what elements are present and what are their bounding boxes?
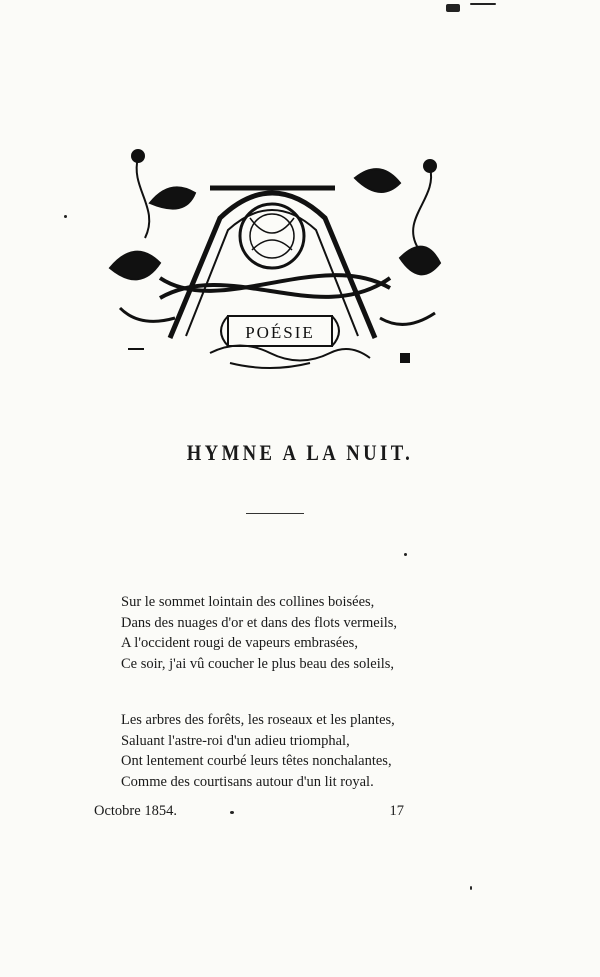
verse-line: Sur le sommet lointain des collines boisées,	[121, 594, 375, 610]
verse-line: Les arbres des forêts, les roseaux et les plantes,	[121, 712, 395, 728]
verse-line: Ont lentement courbé leurs têtes nonchalantes,	[121, 753, 392, 769]
decorative-vignette	[100, 148, 445, 373]
verse-line: Ce soir, j'ai vû coucher le plus beau des soleils,	[121, 655, 395, 672]
verse-line: Comme des courtisans autour d'un lit royal.	[121, 773, 374, 790]
footer-date: Octobre 1854.	[94, 803, 177, 819]
ink-speck	[470, 886, 472, 890]
poem-title: HYMNE A LA NUIT.	[186, 440, 414, 465]
banner-text: POÉSIE	[245, 323, 315, 342]
page-number: 17	[389, 803, 404, 819]
verse-line: A l'occident rougi de vapeurs embrasées,	[121, 635, 358, 651]
page-footer	[94, 803, 404, 823]
ink-speck	[404, 553, 407, 556]
stanza	[121, 710, 421, 792]
ink-speck	[446, 4, 460, 12]
ink-speck	[470, 3, 496, 5]
stanza	[121, 592, 421, 674]
verse-line: Dans des nuages d'or et dans des flots vermeils,	[121, 614, 398, 631]
verse-line: Saluant l'astre-roi d'un adieu triomphal,	[121, 732, 350, 749]
ink-speck	[64, 215, 67, 218]
ornament-illustration	[100, 148, 445, 373]
title-divider	[246, 513, 304, 514]
